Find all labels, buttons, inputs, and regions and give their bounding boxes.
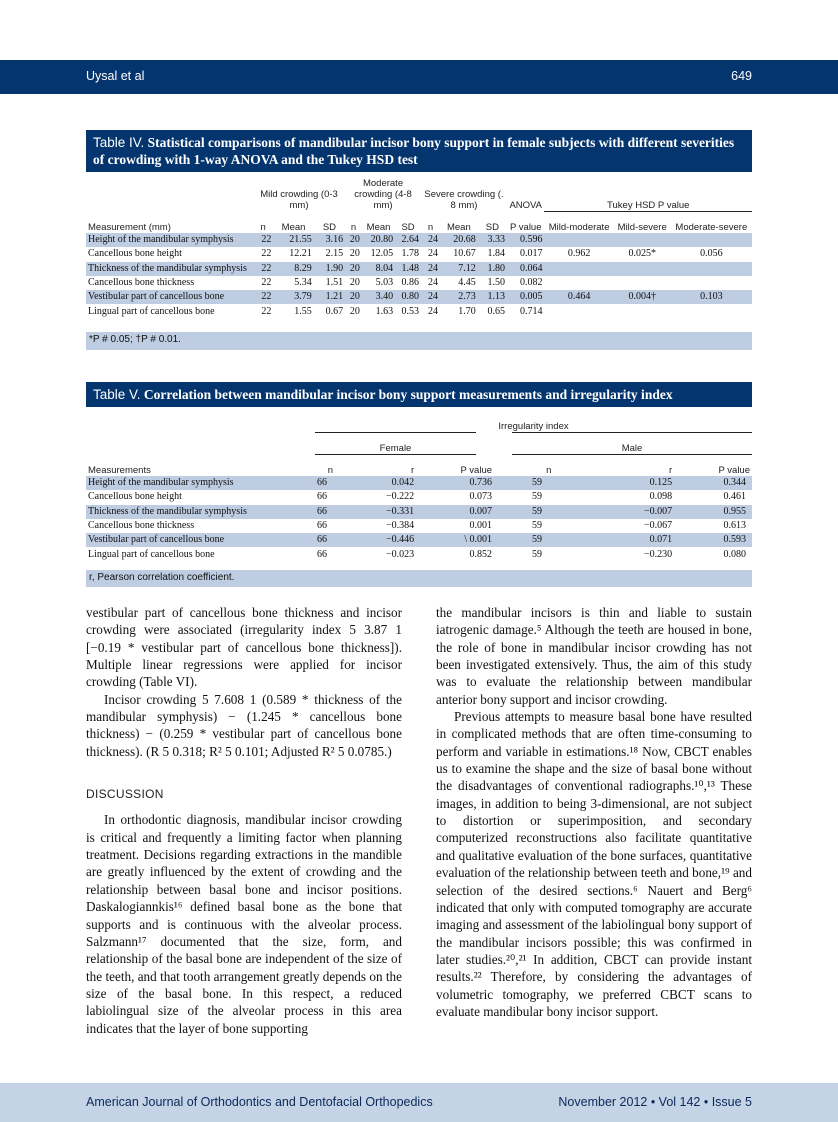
table-cell: −0.331: [346, 505, 416, 519]
table-cell: 0.080: [723, 548, 746, 560]
table-cell: 1.13: [478, 290, 507, 304]
table-row: [86, 247, 752, 261]
table-cell: 1.63: [375, 305, 394, 317]
table-cell: 22: [261, 277, 272, 289]
table-cell: 1.84: [487, 248, 506, 260]
paragraph: vestibular part of cancellous bone thickness and incisor crowding were associated (irregularity index 5 3.87 1 [−0.19 * vestibular part of cancellous bone thickness]). Multiple linear regressions were applied for incisor crowding (Table VI).: [86, 605, 402, 690]
table-cell: 0.001: [469, 520, 493, 532]
table-cell: Thickness of the mandibular symphysis: [86, 262, 253, 276]
t4-group-severe: Severe crowding (. 8 mm): [424, 189, 504, 211]
table-cell: 1.80: [478, 262, 507, 276]
table-row: [86, 519, 752, 533]
table-cell: −0.384: [386, 520, 415, 532]
table-cell: 0.962: [567, 248, 591, 260]
table-cell: 0.736: [416, 476, 494, 490]
table-row: [86, 262, 752, 276]
column-header: Mean: [366, 222, 391, 233]
table-cell: −0.067: [643, 520, 673, 532]
t4-group-tukey: Tukey HSD P value: [544, 178, 752, 211]
table-cell: −0.230: [643, 548, 673, 560]
column-header: n: [546, 465, 552, 476]
table-cell: 66: [315, 505, 346, 519]
table-row: [86, 505, 752, 519]
table-cell: 0.073: [469, 491, 493, 503]
t4-group-anova: ANOVA: [509, 200, 543, 211]
table-row: [86, 290, 752, 304]
table-cell: Vestibular part of cancellous bone: [86, 533, 315, 547]
table-cell: 59: [532, 548, 543, 560]
table-cell: 4.45: [458, 277, 476, 289]
table-cell: 22: [261, 305, 272, 317]
header-authors: Uysal et al: [86, 69, 145, 83]
column-header: n: [427, 222, 434, 233]
section-heading: DISCUSSION: [86, 787, 164, 802]
table-cell: Cancellous bone thickness: [88, 277, 195, 289]
table4-title: Statistical comparisons of mandibular incisor bony support in female subjects with different severities of crowding with 1-way ANOVA and the Tukey HSD test: [93, 135, 735, 167]
table-cell: [614, 276, 671, 290]
table-cell: 59: [494, 533, 604, 547]
table-cell: 20.68: [440, 233, 478, 247]
table-cell: 59: [532, 520, 543, 532]
table5: [86, 412, 752, 562]
table-cell: 24: [427, 305, 438, 317]
table-cell: 5.03: [375, 277, 394, 289]
table-cell: 8.04: [362, 262, 395, 276]
table-cell: 0.955: [674, 505, 752, 519]
table-cell: 3.16: [314, 233, 345, 247]
table-cell: [671, 304, 752, 318]
left-column: [86, 604, 402, 1037]
table-cell: 0.005: [507, 290, 544, 304]
table-cell: 7.12: [440, 262, 478, 276]
table-row: [86, 276, 752, 290]
table-cell: 20: [349, 305, 360, 317]
table-cell: 1.70: [458, 305, 476, 317]
table-cell: 1.48: [395, 262, 421, 276]
table-cell: 2.73: [440, 290, 478, 304]
table-cell: 0.714: [519, 305, 543, 317]
table5-label: Table V.: [93, 387, 141, 402]
table4-footnote: *P # 0.05; †P # 0.01.: [86, 332, 752, 350]
right-column: [436, 604, 752, 1020]
table-cell: 22: [261, 248, 272, 260]
table-cell: Height of the mandibular symphysis: [86, 233, 253, 247]
column-header: SD: [485, 222, 499, 233]
table-cell: \ 0.001: [416, 533, 494, 547]
table-cell: 0.007: [416, 505, 494, 519]
column-header: Measurement (mm): [88, 222, 171, 233]
table-cell: 0.67: [325, 305, 344, 317]
table-cell: [614, 304, 671, 318]
table-cell: −0.023: [386, 548, 415, 560]
table-cell: 66: [317, 520, 327, 532]
table-cell: 20.80: [362, 233, 395, 247]
table-cell: [614, 262, 671, 276]
paragraph: Incisor crowding 5 7.608 1 (0.589 * thickness of the mandibular symphysis) − (1.245 * cancellous bone thickness) − (0.259 * vestibular part of cancellous bone thickness). (R 5 0.318; R² 5 0.101; Adjusted R² 5 0.0785.): [86, 691, 402, 759]
column-header: Mild-severe: [617, 222, 667, 233]
table-cell: Cancellous bone height: [88, 491, 182, 503]
column-header: n: [260, 222, 266, 233]
table-cell: 0.53: [401, 305, 419, 317]
column-header: Moderate-severe: [675, 222, 748, 233]
table-cell: 1.21: [314, 290, 345, 304]
table-cell: Lingual part of cancellous bone: [88, 305, 215, 317]
table-cell: Cancellous bone height: [88, 248, 182, 260]
table-cell: 20: [345, 290, 362, 304]
table-cell: 3.79: [273, 290, 313, 304]
table-cell: [671, 276, 752, 290]
table-cell: 22: [253, 262, 273, 276]
t4-group-moderate: Moderate crowding (4-8 mm): [354, 178, 412, 211]
table-cell: Vestibular part of cancellous bone: [86, 290, 253, 304]
table4: [86, 178, 752, 319]
t5-group-female: Female: [315, 432, 494, 454]
column-header: SD: [401, 222, 415, 233]
table-cell: 59: [532, 491, 543, 503]
column-header: r: [668, 465, 673, 476]
table-cell: 0.80: [395, 290, 421, 304]
table-cell: 24: [427, 277, 438, 289]
table-cell: 1.51: [325, 277, 344, 289]
column-header: n: [350, 222, 357, 233]
table-cell: 1.50: [487, 277, 506, 289]
table-cell: 66: [315, 533, 346, 547]
table-cell: 66: [317, 491, 327, 503]
column-header: n: [327, 465, 333, 476]
table-cell: 20: [349, 248, 360, 260]
table-cell: 0.098: [649, 491, 673, 503]
table-cell: 20: [345, 262, 362, 276]
table-cell: 1.78: [401, 248, 419, 260]
table-cell: 0.103: [671, 290, 752, 304]
column-header: r: [410, 465, 415, 476]
table-cell: [544, 262, 613, 276]
table5-title: Correlation between mandibular incisor bony support measurements and irregularity index: [143, 387, 673, 402]
issue-info: November 2012 • Vol 142 • Issue 5: [558, 1095, 752, 1109]
table-row: [86, 533, 752, 547]
table-cell: 0.017: [519, 248, 543, 260]
table-row: [86, 233, 752, 247]
table-cell: [671, 262, 752, 276]
table-cell: 66: [315, 476, 346, 490]
table4-label: Table IV.: [93, 135, 145, 150]
column-header: Mild-moderate: [548, 222, 610, 233]
table-cell: 66: [317, 548, 327, 560]
table-row: [86, 547, 752, 561]
table5-footnote: r, Pearson correlation coefficient.: [86, 570, 752, 587]
table-cell: 0.464: [544, 290, 613, 304]
running-footer: [0, 1083, 838, 1122]
table-cell: Height of the mandibular symphysis: [86, 476, 315, 490]
table-cell: 2.15: [325, 248, 344, 260]
journal-name: American Journal of Orthodontics and Dentofacial Orthopedics: [86, 1095, 433, 1109]
table-cell: [544, 233, 613, 247]
table-cell: Cancellous bone thickness: [88, 520, 195, 532]
table-cell: [614, 233, 671, 247]
table-cell: 0.65: [487, 305, 506, 317]
table-cell: 59: [494, 476, 604, 490]
table-cell: 1.55: [294, 305, 312, 317]
table-cell: [671, 233, 752, 247]
t5-supergroup: Irregularity index: [315, 412, 752, 432]
column-header: SD: [322, 222, 337, 233]
table-row: [86, 490, 752, 504]
table-cell: 0.025*: [628, 248, 656, 260]
table-cell: 0.852: [469, 548, 493, 560]
table4-caption: [86, 130, 752, 172]
column-header: Measurements: [88, 465, 151, 476]
table-cell: 12.21: [289, 248, 312, 260]
table-cell: 0.042: [346, 476, 416, 490]
column-header: P value: [718, 465, 750, 476]
table-cell: Thickness of the mandibular symphysis: [86, 505, 315, 519]
table-cell: 0.125: [604, 476, 674, 490]
table-cell: [544, 304, 613, 318]
paragraph: Previous attempts to measure basal bone have resulted in complicated methods that are often time-consuming to perform and variable in estimations.¹⁸ Now, CBCT enables us to examine the shape and the size of basal bone without the disadvantages of conventional radiographs.¹⁰,¹³ These images, in addition to being 3-dimensional, are not subject to distortion or superimposition, and secondary computerized reconstructions also facilitate quantitative and qualitative evaluation of the bone surfaces, quantitative evaluation of the relationship between teeth and bone,¹⁹ and selection of the desired sections.⁶ Nauert and Berg⁶ indicated that only with computed tomography are accurate imaging and assessment of the labiolingual bony support of the mandibular incisors possible; this was confirmed in later studies.²⁰,²¹ In addition, CBCT can provide instant results.²² Therefore, by considering the advantages of volumetric tomography, we preferred CBCT scans to evaluate mandibular bony incisor support.: [436, 709, 752, 1019]
table-cell: 3.40: [362, 290, 395, 304]
table-cell: 0.071: [604, 533, 674, 547]
page-number: 649: [731, 69, 752, 83]
table-cell: 24: [427, 248, 438, 260]
table-cell: 22: [253, 233, 273, 247]
table-cell: 12.05: [370, 248, 394, 260]
table-cell: 24: [421, 233, 440, 247]
table-cell: 0.461: [723, 491, 746, 503]
table-cell: −0.222: [386, 491, 415, 503]
table-cell: 0.593: [674, 533, 752, 547]
column-header: P value: [509, 222, 542, 233]
table-row: [86, 476, 752, 490]
table-cell: 10.67: [453, 248, 476, 260]
paragraph: In orthodontic diagnosis, mandibular incisor crowding is critical and frequently a limiting factor when planning treatment. Decisions regarding extractions in the mandible are greatly influenced by the extent of crowding and the relationship between basal bone and incisor positions. Daskalogiannkis¹⁶ defined basal bone as the bone that supports and is continuous with the alveolar process. Salzmann¹⁷ documented that the size, form, and relationship of the basal bone are independent of the size of the teeth, and that tooth arrangement greatly depends on the size of the basal bone. In this respect, a reduced labiolingual size of the alveolar process in this area indicates that the layer of bone supporting: [86, 812, 402, 1036]
table-cell: 0.082: [519, 277, 543, 289]
table-cell: 3.33: [478, 233, 507, 247]
table-cell: 22: [253, 290, 273, 304]
table-cell: 0.86: [401, 277, 419, 289]
table-cell: −0.446: [346, 533, 416, 547]
table-cell: 0.596: [507, 233, 544, 247]
table-cell: 2.64: [395, 233, 421, 247]
table-cell: 5.34: [294, 277, 312, 289]
table5-caption: [86, 382, 752, 407]
column-header: P value: [460, 465, 493, 476]
table-cell: 8.29: [273, 262, 313, 276]
table-cell: 24: [421, 262, 440, 276]
table-cell: 0.344: [674, 476, 752, 490]
column-header: Mean: [446, 222, 471, 233]
t4-group-mild: Mild crowding (0-3 mm): [260, 189, 338, 211]
table-cell: 21.55: [273, 233, 313, 247]
running-header: [0, 60, 838, 94]
table-cell: 1.90: [314, 262, 345, 276]
table-row: [86, 304, 752, 318]
table-cell: 0.004†: [614, 290, 671, 304]
table-cell: [544, 276, 613, 290]
table-cell: −0.007: [604, 505, 674, 519]
table-cell: 20: [349, 277, 360, 289]
table-cell: Lingual part of cancellous bone: [88, 548, 215, 560]
table-cell: 20: [345, 233, 362, 247]
table-cell: 0.613: [723, 520, 746, 532]
table-cell: 0.056: [700, 248, 723, 260]
t5-group-male: Male: [494, 432, 752, 454]
table-cell: 59: [494, 505, 604, 519]
table-cell: 0.064: [507, 262, 544, 276]
paragraph: the mandibular incisors is thin and liable to sustain iatrogenic damage.⁵ Although the teeth are housed in bone, the role of bone in mandibular incisor crowding has not been investigated extensively. Thus, the aim of this study was to evaluate the relationship between mandibular anterior bony support and incisor crowding.: [436, 605, 752, 707]
table-cell: 24: [421, 290, 440, 304]
column-header: Mean: [281, 222, 306, 233]
